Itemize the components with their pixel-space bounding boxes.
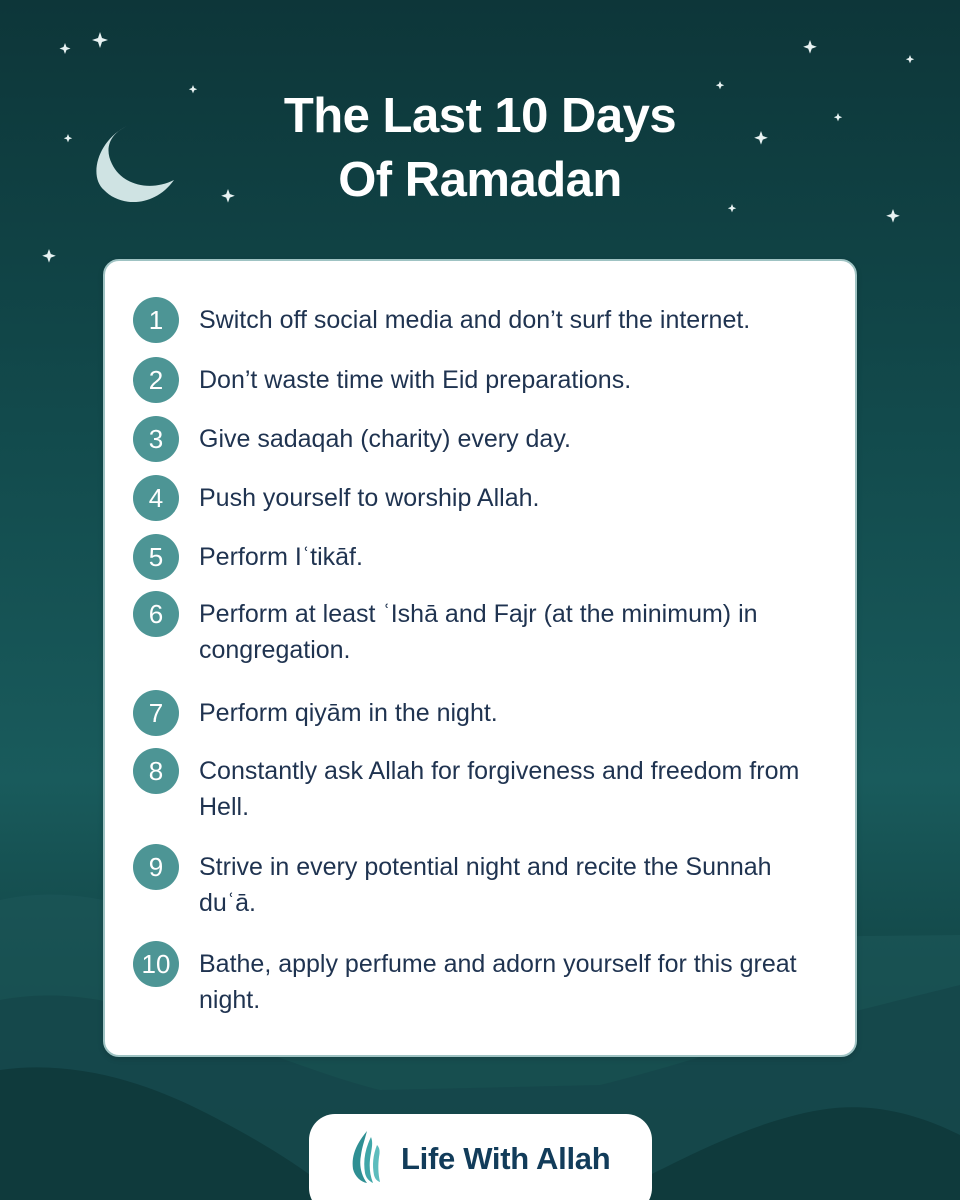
number-badge: 2	[133, 357, 179, 403]
flame-logo-icon	[347, 1129, 387, 1185]
list-item	[133, 357, 833, 403]
list-item	[133, 534, 833, 580]
list-item-text: Perform Iʿtikāf.	[199, 543, 363, 571]
list-item	[133, 748, 833, 825]
number-badge: 6	[133, 591, 179, 637]
list-item-text: Strive in every potential night and recite the Sunnah duʿā.	[199, 853, 772, 917]
tips-card	[103, 259, 857, 1057]
list-item-text: Push yourself to worship Allah.	[199, 484, 540, 512]
number-badge: 1	[133, 297, 179, 343]
list-item-text: Give sadaqah (charity) every day.	[199, 425, 571, 453]
list-item-text: Switch off social media and don’t surf the internet.	[199, 306, 751, 334]
list-item	[133, 591, 833, 668]
brand-name: Life With Allah	[401, 1141, 611, 1176]
list-item-text: Constantly ask Allah for forgiveness and freedom from Hell.	[199, 757, 800, 821]
title-line-2: Of Ramadan	[338, 153, 622, 207]
number-badge: 3	[133, 416, 179, 462]
list-item	[133, 297, 833, 343]
list-item	[133, 941, 833, 1018]
number-badge: 5	[133, 534, 179, 580]
list-item-text: Perform at least ʿIshā and Fajr (at the minimum) in congregation.	[199, 600, 758, 664]
list-item-text: Bathe, apply perfume and adorn yourself for this great night.	[199, 950, 797, 1014]
list-item-text: Perform qiyām in the night.	[199, 699, 498, 727]
list-item	[133, 475, 833, 521]
list-item-text: Don’t waste time with Eid preparations.	[199, 366, 632, 394]
number-badge: 9	[133, 844, 179, 890]
number-badge: 4	[133, 475, 179, 521]
page-title	[0, 84, 960, 212]
number-badge: 10	[133, 941, 179, 987]
number-badge: 8	[133, 748, 179, 794]
title-line-1: The Last 10 Days	[283, 89, 677, 143]
number-badge: 7	[133, 690, 179, 736]
list-item	[133, 690, 833, 736]
brand-badge	[309, 1114, 652, 1200]
list-item	[133, 416, 833, 462]
list-item	[133, 844, 833, 921]
